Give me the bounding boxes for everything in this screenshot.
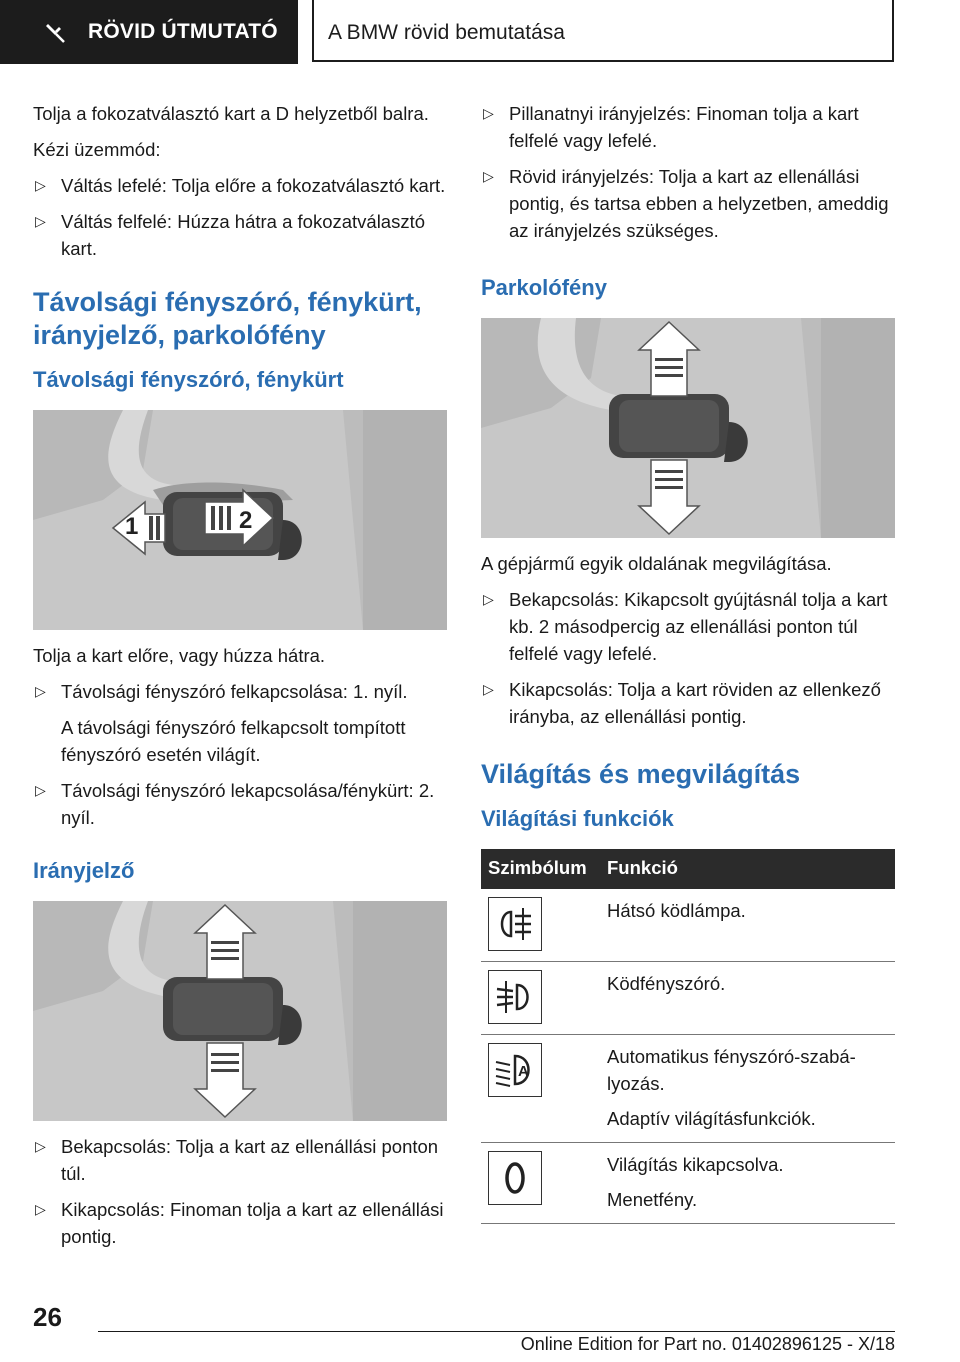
arrow-label-2: 2 [239,507,253,534]
right-column [481,100,895,1224]
turn-signal-illustration [33,901,447,1121]
pin-icon [44,22,66,44]
functions-heading: Világítási funkciók [481,806,674,831]
rear-fog-lamp-icon [488,897,542,951]
bullet-triangle-icon: ▷ [35,213,46,229]
arrow-label-1: 1 [125,513,139,540]
function-text: Menetfény. [607,1189,698,1210]
function-text: Automatikus fényszóró-szabályozás. [607,1046,856,1094]
column-header-symbol: Szimbólum [481,849,600,889]
section-tab [0,0,298,64]
list-item: ▷ Kikapcsolás: Finoman tolja a kart az ellenállási pontig. [33,1196,447,1250]
table-row [481,962,895,1035]
function-text: Ködfényszóró. [607,973,726,994]
bullet-triangle-icon: ▷ [35,177,46,193]
bullet-triangle-icon: ▷ [35,683,46,699]
bullet-triangle-icon: ▷ [35,1138,46,1154]
list-item: ▷ Kikapcsolás: Tolja a kart röviden az ellenkező irányba, az ellenállási pontig. [481,676,895,730]
bullet-triangle-icon: ▷ [483,105,494,121]
auto-headlight-icon [488,1043,542,1097]
bullet-triangle-icon: ▷ [35,1201,46,1217]
section-heading: Távolsági fényszóró, fénykürt, irányjelző, parkolófény [33,287,422,350]
left-column [33,100,447,1259]
parking-light-heading: Parkolófény [481,275,607,300]
list-item: ▷ Rövid irányjelzés: Tolja a kart az ellenállási pontig, és tartsa ebben a helyzetben, ameddig az irányjelzés szükséges. [481,163,895,244]
lights-off-icon [488,1151,542,1205]
function-text: Világítás kikapcsolva. [607,1154,784,1175]
manual-mode-label: Kézi üzemmód: [33,139,161,160]
section-title: RÖVID ÚTMUTATÓ [88,20,278,43]
list-item: ▷ Váltás felfelé: Húzza hátra a fokozatválasztó kart. [33,208,447,262]
highbeam-heading: Távolsági fényszóró, fénykürt [33,367,344,392]
parking-text: A gépjármű egyik oldalának megvilágítása. [481,553,832,574]
lighting-functions-table [481,849,895,1224]
bullet-note: A távolsági fényszóró felkapcsolt tompított fényszóró esetén világít. [61,717,406,765]
list-item: ▷ Bekapcsolás: Tolja a kart az ellenállási ponton túl. [33,1133,447,1187]
function-text: Hátsó ködlámpa. [607,900,746,921]
turn-signal-heading: Irányjelző [33,858,135,883]
intro-text: Tolja a fokozatválasztó kart a D helyzetből balra. [33,103,429,124]
bullet-triangle-icon: ▷ [483,681,494,697]
bullet-triangle-icon: ▷ [483,168,494,184]
table-header-row [481,849,895,889]
bullet-triangle-icon: ▷ [483,591,494,607]
highbeam-text: Tolja a kart előre, vagy húzza hátra. [33,645,326,666]
table-row [481,1035,895,1143]
svg-text:A: A [518,1063,529,1080]
list-item: ▷ Távolsági fényszóró lekapcsolása/fénykürt: 2. nyíl. [33,777,447,831]
parking-light-illustration [481,318,895,538]
function-text: Adaptív világításfunkciók. [607,1108,816,1129]
list-item: ▷ Pillanatnyi irányjelzés: Finoman tolja a kart felfelé vagy lefelé. [481,100,895,154]
table-row [481,889,895,962]
highbeam-illustration [33,410,447,630]
list-item: ▷ Bekapcsolás: Kikapcsolt gyújtásnál tolja a kart kb. 2 másodpercig az ellenállási ponton túl felfelé vagy lefelé. [481,586,895,667]
lighting-heading: Világítás és megvilágítás [481,759,801,789]
edition-text: Online Edition for Part no. 01402896125 - X/18 [520,1334,895,1354]
footer-divider [98,1331,895,1332]
bullet-triangle-icon: ▷ [35,782,46,798]
column-header-function: Funkció [600,849,895,889]
list-item: ▷ Távolsági fényszóró felkapcsolása: 1. nyíl. [33,678,447,705]
page-header [0,0,960,66]
page-number: 26 [33,1302,62,1332]
front-fog-lamp-icon [488,970,542,1024]
table-row [481,1143,895,1224]
list-item: ▷ Váltás lefelé: Tolja előre a fokozatválasztó kart. [33,172,447,199]
chapter-title: A BMW rövid bemutatása [328,21,565,44]
chapter-box [312,0,894,62]
